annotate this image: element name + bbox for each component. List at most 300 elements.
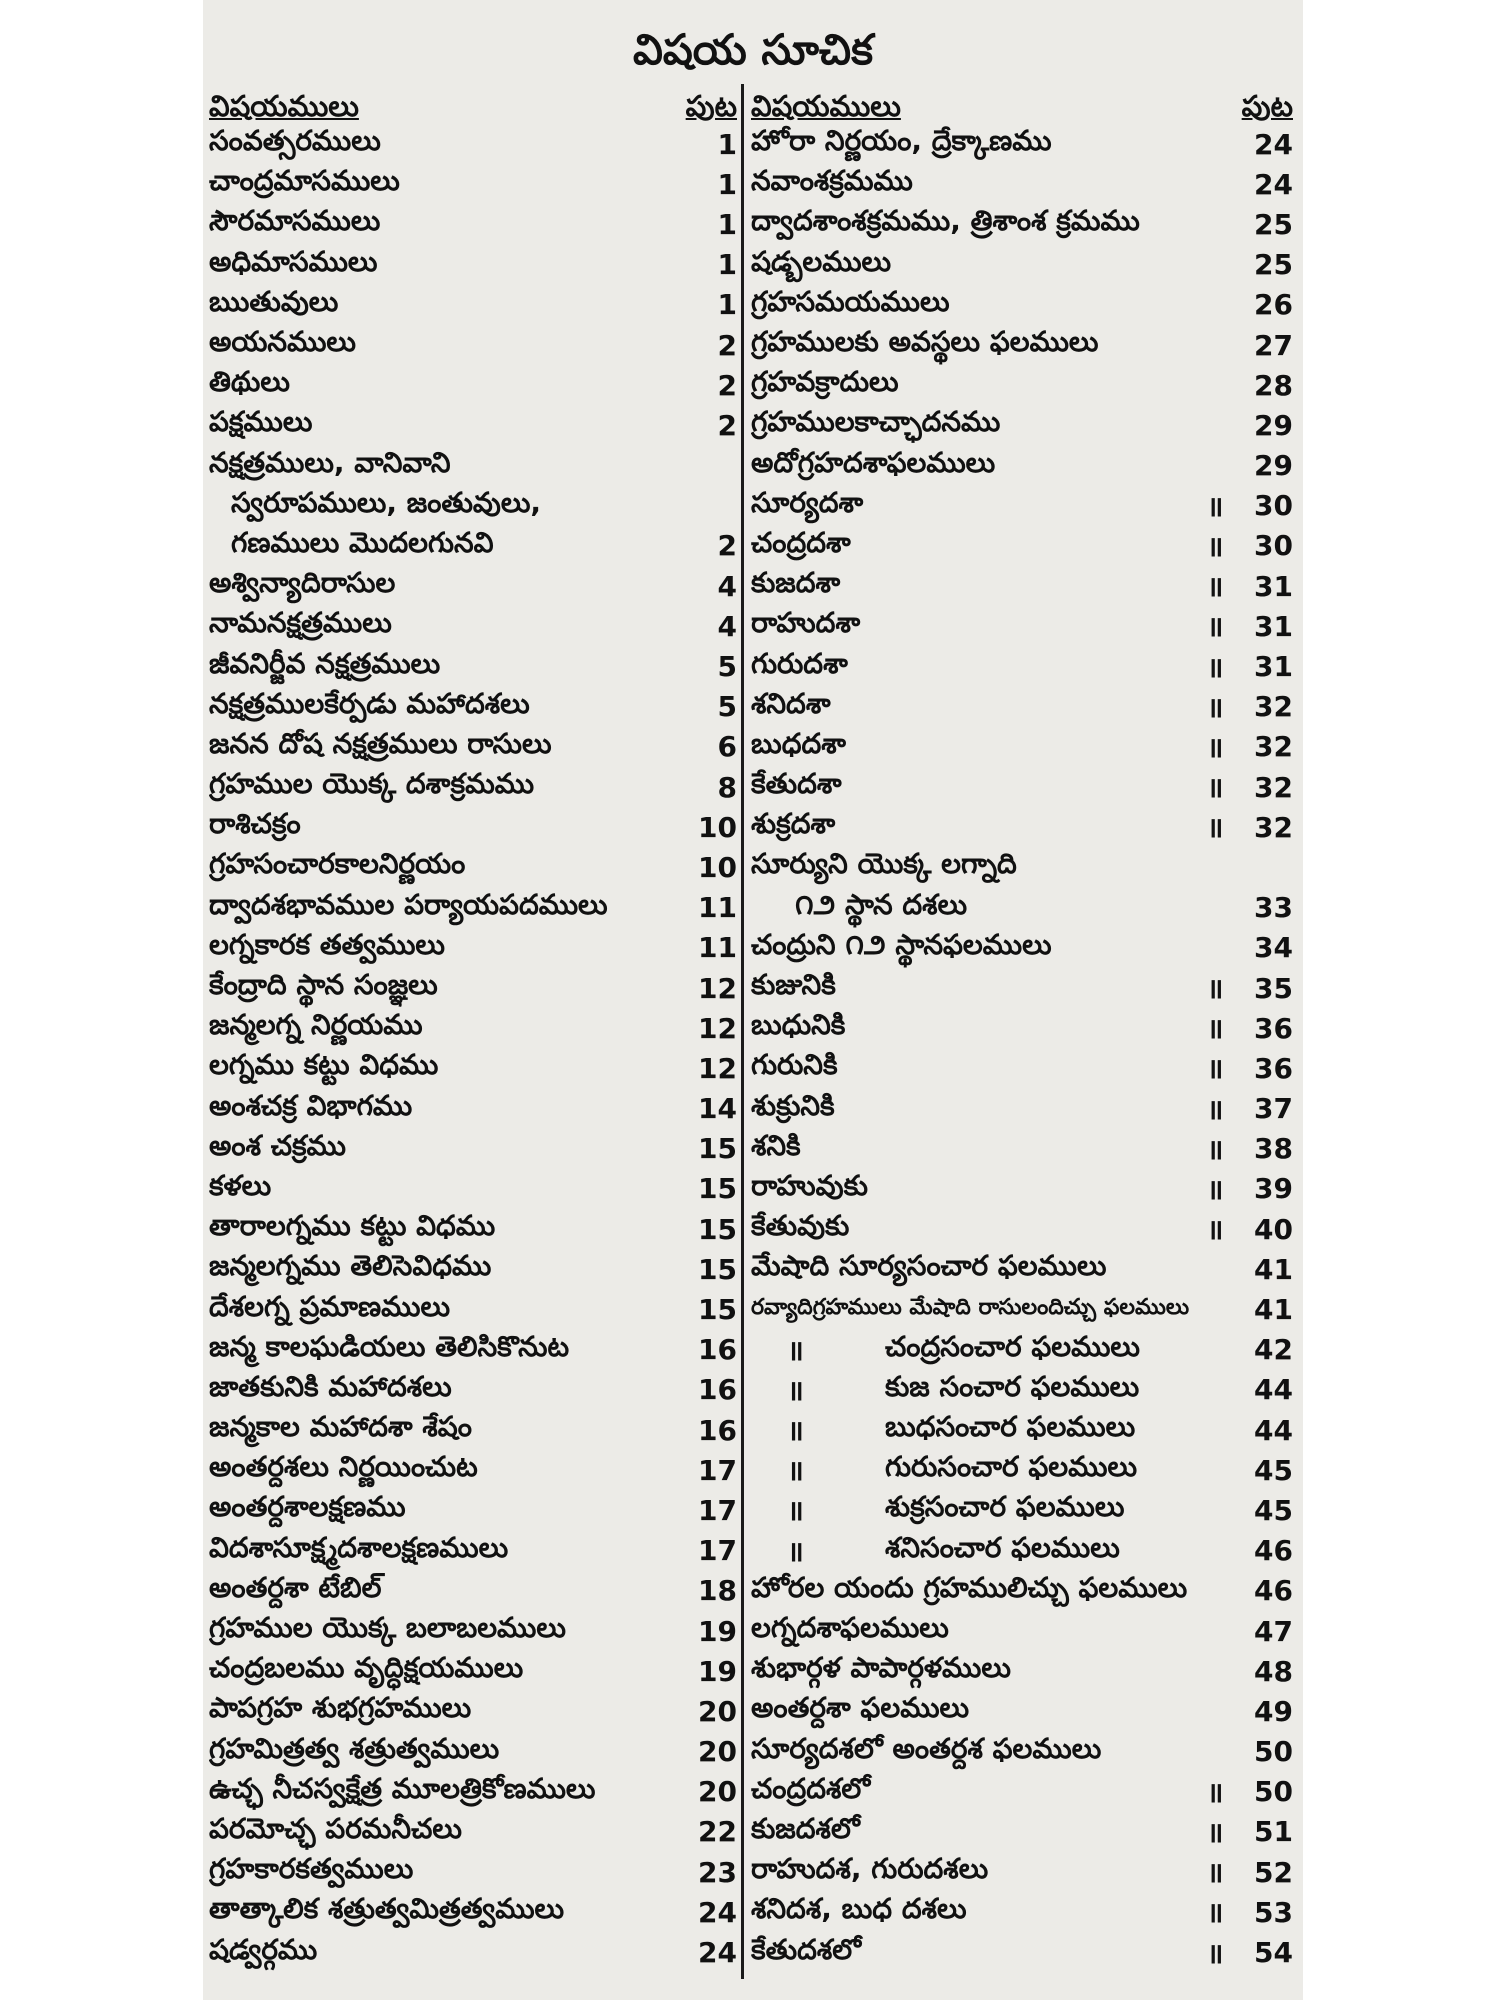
entry-page-number: 1 bbox=[717, 248, 737, 282]
entry-page-number: 44 bbox=[1254, 1413, 1293, 1447]
entry-page-number: 36 bbox=[1254, 1051, 1293, 1085]
toc-entry bbox=[751, 928, 1293, 968]
entry-title: జీవనిర్జీవ నక్షత్రములు bbox=[209, 646, 441, 680]
entry-title: లగ్నదశాఫలములు bbox=[751, 1611, 949, 1645]
subject-header: విషయములు bbox=[209, 89, 359, 123]
column-divider bbox=[741, 84, 744, 1979]
entry-page-number: 35 bbox=[1254, 971, 1293, 1005]
entry-title: కేతువుకు bbox=[751, 1209, 850, 1243]
entry-title: అంతర్దశా టేబిల్ bbox=[209, 1570, 382, 1604]
toc-entry bbox=[209, 1852, 737, 1892]
entry-title: కేతుదశా bbox=[751, 767, 842, 801]
left-header bbox=[209, 84, 737, 124]
entry-page-number: 48 bbox=[1254, 1654, 1293, 1688]
left-entry-list bbox=[209, 124, 737, 1973]
entry-page-number: 11 bbox=[698, 931, 737, 965]
toc-entry bbox=[209, 285, 737, 325]
entry-page-number: 19 bbox=[698, 1654, 737, 1688]
toc-entry bbox=[209, 727, 737, 767]
entry-page-number: 1 bbox=[717, 207, 737, 241]
entry-title: బుధదశా bbox=[751, 726, 846, 760]
entry-page-number: 51 bbox=[1254, 1815, 1293, 1849]
toc-entry bbox=[751, 1611, 1293, 1651]
entry-page-number: 45 bbox=[1254, 1453, 1293, 1487]
entry-title: అంశచక్ర విభాగము bbox=[209, 1088, 413, 1122]
entry-page-number: 44 bbox=[1254, 1373, 1293, 1407]
toc-entry bbox=[751, 1732, 1293, 1772]
toc-entry bbox=[209, 1289, 737, 1329]
toc-entry bbox=[209, 486, 737, 526]
entry-page-number: 11 bbox=[698, 891, 737, 925]
entry-title: అధిమాసములు bbox=[209, 244, 378, 278]
entry-page-number: 36 bbox=[1254, 1011, 1293, 1045]
entry-title: సంవత్సరములు bbox=[209, 124, 381, 158]
toc-entry bbox=[209, 124, 737, 164]
entry-page-number: 31 bbox=[1254, 650, 1293, 684]
toc-entry bbox=[209, 1089, 737, 1129]
toc-entry bbox=[209, 1450, 737, 1490]
toc-entry bbox=[751, 1490, 1293, 1530]
ditto-mark: ॥ bbox=[1206, 811, 1224, 845]
entry-page-number: 54 bbox=[1254, 1936, 1293, 1970]
toc-entry bbox=[751, 1450, 1293, 1490]
toc-entry bbox=[751, 446, 1293, 486]
toc-entry bbox=[751, 687, 1293, 727]
entry-title: నక్షత్రములు, వానివాని bbox=[209, 445, 451, 479]
entry-page-number: 32 bbox=[1254, 770, 1293, 804]
entry-page-number: 45 bbox=[1254, 1493, 1293, 1527]
entry-page-number: 49 bbox=[1254, 1694, 1293, 1728]
toc-entry bbox=[751, 566, 1293, 606]
entry-page-number: 33 bbox=[1254, 891, 1293, 925]
ditto-mark: ॥ bbox=[1206, 1052, 1224, 1086]
entry-page-number: 1 bbox=[717, 288, 737, 322]
entry-page-number: 19 bbox=[698, 1614, 737, 1648]
entry-page-number: 53 bbox=[1254, 1895, 1293, 1929]
toc-entry bbox=[209, 928, 737, 968]
entry-title: గ్రహముల యొక్క దశాక్రమము bbox=[209, 767, 535, 801]
ditto-mark: ॥ bbox=[1206, 1815, 1224, 1849]
ditto-mark: ॥ bbox=[1206, 1213, 1224, 1247]
entry-page-number: 12 bbox=[698, 1011, 737, 1045]
ditto-mark: ॥ bbox=[1206, 972, 1224, 1006]
ditto-mark: ॥ bbox=[1206, 489, 1224, 523]
entry-title: షడ్వర్గము bbox=[209, 1932, 318, 1966]
entry-title: శనికి bbox=[751, 1128, 801, 1162]
entry-title: ఉచ్ఛ నీచస్వక్షేత్ర మూలత్రికోణములు bbox=[209, 1771, 596, 1805]
entry-title: నవాంశక్రమము bbox=[751, 164, 913, 198]
entry-title: శనిదశా bbox=[751, 686, 831, 720]
entry-page-number: 8 bbox=[717, 770, 737, 804]
entry-title: కుజదశా bbox=[751, 566, 841, 600]
toc-entry bbox=[751, 807, 1293, 847]
entry-page-number: 30 bbox=[1254, 529, 1293, 563]
entry-title: శనిదశ, బుధ దశలు bbox=[751, 1892, 967, 1926]
ditto-mark: ॥ bbox=[1206, 1896, 1224, 1930]
ditto-mark: ॥ bbox=[787, 1333, 804, 1367]
entry-title: శుభార్గళ పాపార్గళములు bbox=[751, 1651, 1011, 1685]
toc-entry bbox=[751, 1691, 1293, 1731]
ditto-mark: ॥ bbox=[1206, 1012, 1224, 1046]
right-entry-list bbox=[751, 124, 1293, 1973]
entry-page-number: 5 bbox=[717, 650, 737, 684]
entry-title: శుక్రదశా bbox=[751, 807, 836, 841]
entry-title: శనిసంచార ఫలములు bbox=[885, 1530, 1120, 1564]
toc-entry bbox=[751, 1892, 1293, 1932]
entry-title: గురునికి bbox=[751, 1048, 838, 1082]
toc-entry bbox=[751, 285, 1293, 325]
toc-entry bbox=[209, 1249, 737, 1289]
toc-entry bbox=[751, 1531, 1293, 1571]
ditto-mark: ॥ bbox=[787, 1534, 804, 1568]
ditto-mark: ॥ bbox=[1206, 771, 1224, 805]
toc-entry bbox=[751, 767, 1293, 807]
entry-page-number: 24 bbox=[698, 1895, 737, 1929]
ditto-mark: ॥ bbox=[787, 1373, 804, 1407]
toc-entry bbox=[209, 1008, 737, 1048]
entry-page-number: 22 bbox=[698, 1815, 737, 1849]
toc-entry bbox=[751, 1812, 1293, 1852]
toc-entry bbox=[209, 1169, 737, 1209]
entry-title: పాపగ్రహ శుభగ్రహములు bbox=[209, 1691, 472, 1725]
toc-entry bbox=[209, 1209, 737, 1249]
entry-title: విదశాసూక్ష్మదశాలక్షణములు bbox=[209, 1530, 509, 1564]
entry-page-number: 2 bbox=[717, 328, 737, 362]
entry-page-number: 18 bbox=[698, 1574, 737, 1608]
toc-entry bbox=[209, 1490, 737, 1530]
page-title: విషయ సూచిక bbox=[632, 25, 874, 74]
toc-entry bbox=[751, 646, 1293, 686]
entry-title: అంతర్దశాలక్షణము bbox=[209, 1490, 406, 1524]
entry-page-number: 41 bbox=[1254, 1293, 1293, 1327]
book-page bbox=[203, 0, 1303, 2000]
entry-title: బుధసంచార ఫలములు bbox=[885, 1410, 1136, 1444]
entry-page-number: 25 bbox=[1254, 248, 1293, 282]
entry-title: చంద్రబలము వృద్ధిక్షయములు bbox=[209, 1651, 524, 1685]
toc-entry bbox=[209, 1330, 737, 1370]
entry-title: అశ్విన్యాదిరాసుల bbox=[209, 566, 396, 600]
entry-page-number: 29 bbox=[1254, 449, 1293, 483]
toc-entry bbox=[751, 1209, 1293, 1249]
entry-title: అంతర్దశలు నిర్ణయించుట bbox=[209, 1450, 478, 1484]
toc-entry bbox=[209, 1611, 737, 1651]
entry-title: గ్రహములకు అవస్థలు ఫలములు bbox=[751, 325, 1099, 359]
entry-title: ఋతువులు bbox=[209, 284, 339, 318]
entry-page-number: 16 bbox=[698, 1333, 737, 1367]
entry-page-number: 42 bbox=[1254, 1333, 1293, 1367]
toc-entry bbox=[751, 1169, 1293, 1209]
entry-page-number: 16 bbox=[698, 1413, 737, 1447]
toc-entry bbox=[209, 1531, 737, 1571]
entry-page-number: 14 bbox=[698, 1092, 737, 1126]
entry-title: చాంద్రమాసములు bbox=[209, 164, 400, 198]
ditto-mark: ॥ bbox=[1206, 1092, 1224, 1126]
toc-entry bbox=[751, 1772, 1293, 1812]
entry-page-number: 47 bbox=[1254, 1614, 1293, 1648]
toc-entry bbox=[209, 1048, 737, 1088]
right-column bbox=[751, 84, 1293, 1973]
entry-page-number: 15 bbox=[698, 1252, 737, 1286]
toc-entry bbox=[751, 124, 1293, 164]
entry-title: ద్వాదశాంశక్రమము, త్రిశాంశ క్రమము bbox=[751, 204, 1140, 238]
entry-page-number: 17 bbox=[698, 1534, 737, 1568]
entry-title: నక్షత్రములకేర్పడు మహాదశలు bbox=[209, 686, 530, 720]
entry-page-number: 4 bbox=[717, 609, 737, 643]
toc-entry bbox=[209, 204, 737, 244]
entry-title: గురుదశా bbox=[751, 646, 848, 680]
entry-title: జనన దోష నక్షత్రములు రాసులు bbox=[209, 726, 552, 760]
toc-entry bbox=[751, 1370, 1293, 1410]
entry-page-number: 1 bbox=[717, 167, 737, 201]
entry-title: మేషాది సూర్యసంచార ఫలములు bbox=[751, 1249, 1107, 1283]
entry-title: జన్మలగ్నము తెలిసెవిధము bbox=[209, 1249, 492, 1283]
toc-entry bbox=[209, 1129, 737, 1169]
entry-page-number: 17 bbox=[698, 1453, 737, 1487]
entry-page-number: 15 bbox=[698, 1132, 737, 1166]
ditto-mark: ॥ bbox=[1206, 610, 1224, 644]
entry-page-number: 6 bbox=[717, 730, 737, 764]
entry-page-number: 41 bbox=[1254, 1252, 1293, 1286]
entry-page-number: 15 bbox=[698, 1172, 737, 1206]
entry-title: శుక్రసంచార ఫలములు bbox=[885, 1490, 1125, 1524]
entry-title: పక్షములు bbox=[209, 405, 313, 439]
entry-title: గ్రహమిత్రత్వ శత్రుత్వములు bbox=[209, 1731, 500, 1765]
ditto-mark: ॥ bbox=[1206, 730, 1224, 764]
page-header: పుట bbox=[685, 89, 737, 123]
entry-page-number: 10 bbox=[698, 850, 737, 884]
entry-page-number: 30 bbox=[1254, 489, 1293, 523]
toc-entry bbox=[209, 1410, 737, 1450]
entry-page-number: 5 bbox=[717, 690, 737, 724]
entry-page-number: 39 bbox=[1254, 1172, 1293, 1206]
toc-entry bbox=[209, 446, 737, 486]
entry-page-number: 24 bbox=[698, 1936, 737, 1970]
toc-entry bbox=[751, 365, 1293, 405]
entry-title: రవ్యాదిగ్రహములు మేషాది రాసులందిచ్చు ఫలములు bbox=[751, 1294, 1190, 1320]
entry-page-number: 38 bbox=[1254, 1132, 1293, 1166]
entry-title: అంశ చక్రము bbox=[209, 1128, 346, 1162]
entry-page-number: 52 bbox=[1254, 1855, 1293, 1889]
entry-title: సూర్యదశలో అంతర్దశ ఫలములు bbox=[751, 1731, 1102, 1765]
entry-title: రాహువుకు bbox=[751, 1168, 868, 1202]
toc-entry bbox=[751, 1289, 1293, 1329]
toc-entry bbox=[209, 1571, 737, 1611]
entry-page-number: 2 bbox=[717, 408, 737, 442]
entry-page-number: 46 bbox=[1254, 1534, 1293, 1568]
toc-entry bbox=[751, 1330, 1293, 1370]
entry-title: సౌరమాసములు bbox=[209, 204, 381, 238]
entry-title: తాత్కాలిక శత్రుత్వమిత్రత్వములు bbox=[209, 1892, 565, 1926]
toc-entry bbox=[751, 164, 1293, 204]
toc-entry bbox=[751, 325, 1293, 365]
entry-title: కుజ సంచార ఫలములు bbox=[885, 1369, 1140, 1403]
entry-page-number: 2 bbox=[717, 368, 737, 402]
ditto-mark: ॥ bbox=[1206, 529, 1224, 563]
entry-title: అయనములు bbox=[209, 325, 356, 359]
toc-entry bbox=[209, 847, 737, 887]
toc-entry bbox=[751, 1089, 1293, 1129]
entry-page-number: 29 bbox=[1254, 408, 1293, 442]
toc-entry bbox=[209, 1732, 737, 1772]
entry-page-number: 50 bbox=[1254, 1735, 1293, 1769]
ditto-mark: ॥ bbox=[1206, 1856, 1224, 1890]
toc-entry bbox=[209, 1772, 737, 1812]
entry-page-number: 20 bbox=[698, 1735, 737, 1769]
entry-page-number: 20 bbox=[698, 1694, 737, 1728]
toc-entry bbox=[209, 1651, 737, 1691]
ditto-mark: ॥ bbox=[1206, 570, 1224, 604]
entry-page-number: 31 bbox=[1254, 569, 1293, 603]
toc-entry bbox=[209, 687, 737, 727]
subject-header: విషయములు bbox=[751, 89, 901, 123]
entry-title: జన్మలగ్న నిర్ణయము bbox=[209, 1008, 423, 1042]
toc-entry bbox=[751, 405, 1293, 445]
toc-entry bbox=[209, 365, 737, 405]
entry-title: జన్మ కాలఘడియలు తెలిసికొనుట bbox=[209, 1329, 570, 1363]
entry-title: కుజదశలో bbox=[751, 1811, 860, 1845]
entry-page-number: 32 bbox=[1254, 810, 1293, 844]
toc-entry bbox=[209, 767, 737, 807]
toc-entry bbox=[209, 566, 737, 606]
toc-entry bbox=[209, 888, 737, 928]
left-column bbox=[209, 84, 737, 1973]
entry-title: కుజునికి bbox=[751, 968, 836, 1002]
entry-page-number: 10 bbox=[698, 810, 737, 844]
entry-title: గ్రహములకాచ్ఛాదనము bbox=[751, 405, 1001, 439]
toc-entry bbox=[751, 1129, 1293, 1169]
entry-title: హోరా నిర్ణయం, ద్రేక్కాణము bbox=[751, 124, 1052, 158]
entry-page-number: 20 bbox=[698, 1775, 737, 1809]
right-header bbox=[751, 84, 1293, 124]
entry-title: ద్వాదశభావముల పర్యాయపదములు bbox=[209, 887, 608, 921]
entry-title: జాతకునికి మహాదశలు bbox=[209, 1369, 452, 1403]
entry-title: దేశలగ్న ప్రమాణములు bbox=[209, 1289, 451, 1323]
entry-title: పరమోచ్ఛ పరమనీచలు bbox=[209, 1811, 462, 1845]
entry-page-number: 50 bbox=[1254, 1775, 1293, 1809]
ditto-mark: ॥ bbox=[1206, 1172, 1224, 1206]
ditto-mark: ॥ bbox=[787, 1414, 804, 1448]
entry-page-number: 24 bbox=[1254, 167, 1293, 201]
toc-entry bbox=[751, 847, 1293, 887]
entry-title: గురుసంచార ఫలములు bbox=[885, 1450, 1138, 1484]
entry-title: కేంద్రాది స్థాన సంజ్ఞలు bbox=[209, 968, 438, 1002]
entry-title: స్వరూపములు, జంతువులు, bbox=[231, 485, 542, 519]
entry-title: నామనక్షత్రములు bbox=[209, 606, 392, 640]
entry-page-number: 31 bbox=[1254, 609, 1293, 643]
toc-entry bbox=[209, 807, 737, 847]
toc-entry bbox=[751, 606, 1293, 646]
toc-entry bbox=[751, 204, 1293, 244]
toc-entry bbox=[209, 968, 737, 1008]
entry-title: తారాలగ్నము కట్టు విధము bbox=[209, 1209, 496, 1243]
entry-page-number: 16 bbox=[698, 1373, 737, 1407]
entry-title: గ్రహవక్రాదులు bbox=[751, 365, 899, 399]
toc-entry bbox=[209, 526, 737, 566]
ditto-mark: ॥ bbox=[1206, 690, 1224, 724]
entry-title: షడ్బలములు bbox=[751, 244, 892, 278]
toc-entry bbox=[209, 164, 737, 204]
toc-entry bbox=[751, 1932, 1293, 1972]
entry-title: గ్రహసమయములు bbox=[751, 284, 950, 318]
toc-entry bbox=[751, 1571, 1293, 1611]
entry-title: అదోగ్రహదశాఫలములు bbox=[751, 445, 996, 479]
ditto-mark: ॥ bbox=[1206, 650, 1224, 684]
entry-title: చంద్రదశా bbox=[751, 525, 851, 559]
toc-entry bbox=[209, 646, 737, 686]
toc-entry bbox=[209, 405, 737, 445]
toc-entry bbox=[209, 1892, 737, 1932]
toc-entry bbox=[751, 1048, 1293, 1088]
entry-page-number: 25 bbox=[1254, 207, 1293, 241]
entry-title: గణములు మొదలగునవి bbox=[231, 525, 494, 559]
toc-entry bbox=[209, 1932, 737, 1972]
ditto-mark: ॥ bbox=[1206, 1775, 1224, 1809]
entry-title: జన్మకాల మహాదశా శేషం bbox=[209, 1410, 472, 1444]
toc-entry bbox=[751, 1008, 1293, 1048]
entry-title: చంద్రుని ౧౨ స్థానఫలములు bbox=[751, 927, 1052, 961]
ditto-mark: ॥ bbox=[1206, 1936, 1224, 1970]
entry-page-number: 15 bbox=[698, 1212, 737, 1246]
toc-entry bbox=[209, 606, 737, 646]
entry-title: అంతర్దశా ఫలములు bbox=[751, 1691, 970, 1725]
entry-page-number: 46 bbox=[1254, 1574, 1293, 1608]
entry-title: గ్రహముల యొక్క బలాబలములు bbox=[209, 1611, 566, 1645]
entry-title: రాహుదశా bbox=[751, 606, 861, 640]
toc-entry bbox=[209, 1812, 737, 1852]
entry-title: కళలు bbox=[209, 1168, 272, 1202]
entry-page-number: 12 bbox=[698, 1051, 737, 1085]
toc-entry bbox=[751, 968, 1293, 1008]
toc-entry bbox=[751, 888, 1293, 928]
entry-title: లగ్నము కట్టు విధము bbox=[209, 1048, 439, 1082]
entry-page-number: 34 bbox=[1254, 931, 1293, 965]
entry-page-number: 27 bbox=[1254, 328, 1293, 362]
entry-page-number: 40 bbox=[1254, 1212, 1293, 1246]
entry-title: సూర్యదశా bbox=[751, 485, 864, 519]
entry-title: ౧౨ స్థాన దశలు bbox=[795, 887, 968, 921]
toc-entry bbox=[751, 526, 1293, 566]
entry-page-number: 32 bbox=[1254, 730, 1293, 764]
entry-title: శుక్రునికి bbox=[751, 1088, 835, 1122]
entry-title: చంద్రసంచార ఫలములు bbox=[885, 1329, 1140, 1363]
entry-page-number: 15 bbox=[698, 1293, 737, 1327]
toc-entry bbox=[751, 1410, 1293, 1450]
entry-page-number: 24 bbox=[1254, 127, 1293, 161]
entry-title: తిథులు bbox=[209, 365, 290, 399]
toc-entry bbox=[751, 727, 1293, 767]
toc-entry bbox=[209, 245, 737, 285]
toc-entry bbox=[751, 245, 1293, 285]
entry-title: సూర్యుని యొక్క లగ్నాది bbox=[751, 847, 1017, 881]
toc-entry bbox=[751, 486, 1293, 526]
entry-page-number: 32 bbox=[1254, 690, 1293, 724]
entry-title: హోరల యందు గ్రహములిచ్చు ఫలములు bbox=[751, 1570, 1188, 1604]
entry-title: రాహుదశ, గురుదశలు bbox=[751, 1852, 989, 1886]
entry-page-number: 4 bbox=[717, 569, 737, 603]
ditto-mark: ॥ bbox=[787, 1494, 804, 1528]
toc-entry bbox=[751, 1249, 1293, 1289]
entry-title: రాశిచక్రం bbox=[209, 807, 301, 841]
toc-entry bbox=[209, 1691, 737, 1731]
toc-entry bbox=[751, 1651, 1293, 1691]
entry-page-number: 2 bbox=[717, 529, 737, 563]
toc-entry bbox=[209, 1370, 737, 1410]
entry-page-number: 26 bbox=[1254, 288, 1293, 322]
entry-page-number: 1 bbox=[717, 127, 737, 161]
entry-title: కేతుదశలో bbox=[751, 1932, 862, 1966]
entry-title: బుధునికి bbox=[751, 1008, 846, 1042]
page-header: పుట bbox=[1241, 89, 1293, 123]
